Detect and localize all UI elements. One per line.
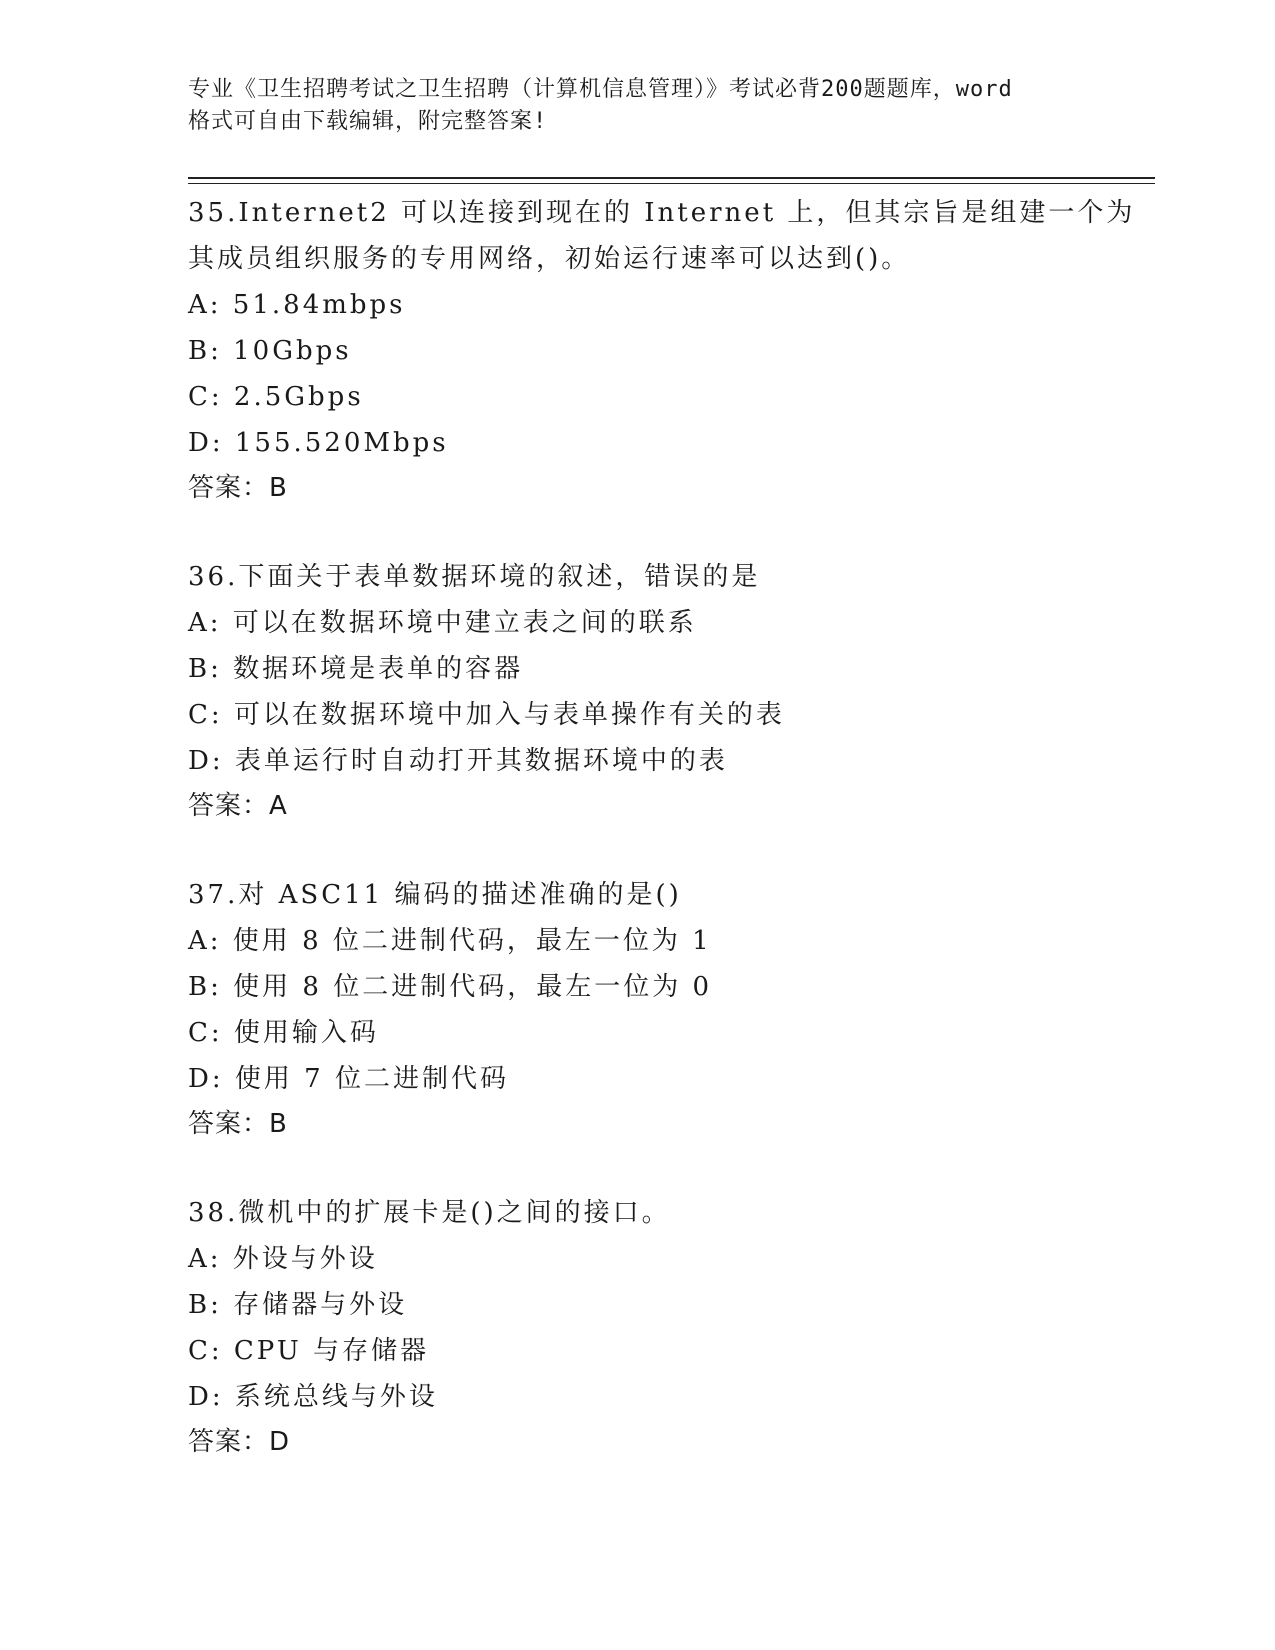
question-list xyxy=(188,190,1148,1508)
option-a: A: 51.84mbps xyxy=(188,290,406,320)
option-d: D: 表单运行时自动打开其数据环境中的表 xyxy=(188,746,728,776)
header-line-2: 格式可自由下载编辑，附完整答案! xyxy=(188,109,548,134)
option-c: C: 2.5Gbps xyxy=(188,382,364,412)
question-38 xyxy=(188,1190,1148,1464)
question-text-line: 35.Internet2 可以连接到现在的 Internet 上，但其宗旨是组建一个为 xyxy=(188,198,1136,228)
option-c: C: CPU 与存储器 xyxy=(188,1336,430,1366)
option-c: C: 使用输入码 xyxy=(188,1018,379,1048)
option-c: C: 可以在数据环境中加入与表单操作有关的表 xyxy=(188,700,785,730)
question-text-line: 36.下面关于表单数据环境的叙述，错误的是 xyxy=(188,562,761,592)
question-text-line: 38.微机中的扩展卡是()之间的接口。 xyxy=(188,1198,671,1228)
answer-label: 答案：D xyxy=(188,1427,291,1457)
option-b: B: 10Gbps xyxy=(188,336,352,366)
answer-label: 答案：B xyxy=(188,473,288,503)
option-a: A: 外设与外设 xyxy=(188,1244,378,1274)
option-d: D: 系统总线与外设 xyxy=(188,1382,438,1412)
option-b: B: 使用 8 位二进制代码，最左一位为 0 xyxy=(188,972,713,1002)
answer-label: 答案：B xyxy=(188,1109,288,1139)
header-divider-thin xyxy=(188,183,1155,184)
header-divider-thick xyxy=(188,177,1155,179)
option-a: A: 使用 8 位二进制代码，最左一位为 1 xyxy=(188,926,712,956)
question-37 xyxy=(188,872,1148,1146)
option-b: B: 存储器与外设 xyxy=(188,1290,408,1320)
question-36 xyxy=(188,554,1148,828)
option-a: A: 可以在数据环境中建立表之间的联系 xyxy=(188,608,697,638)
question-text-line: 37.对 ASC11 编码的描述准确的是() xyxy=(188,880,682,910)
document-header xyxy=(188,74,1088,138)
question-text-line: 其成员组织服务的专用网络，初始运行速率可以达到()。 xyxy=(188,244,911,274)
option-d: D: 155.520Mbps xyxy=(188,428,449,458)
option-d: D: 使用 7 位二进制代码 xyxy=(188,1064,509,1094)
option-b: B: 数据环境是表单的容器 xyxy=(188,654,524,684)
header-line-1: 专业《卫生招聘考试之卫生招聘（计算机信息管理）》考试必背200题题库，word xyxy=(188,77,1013,102)
question-35 xyxy=(188,190,1148,510)
answer-label: 答案：A xyxy=(188,791,288,821)
